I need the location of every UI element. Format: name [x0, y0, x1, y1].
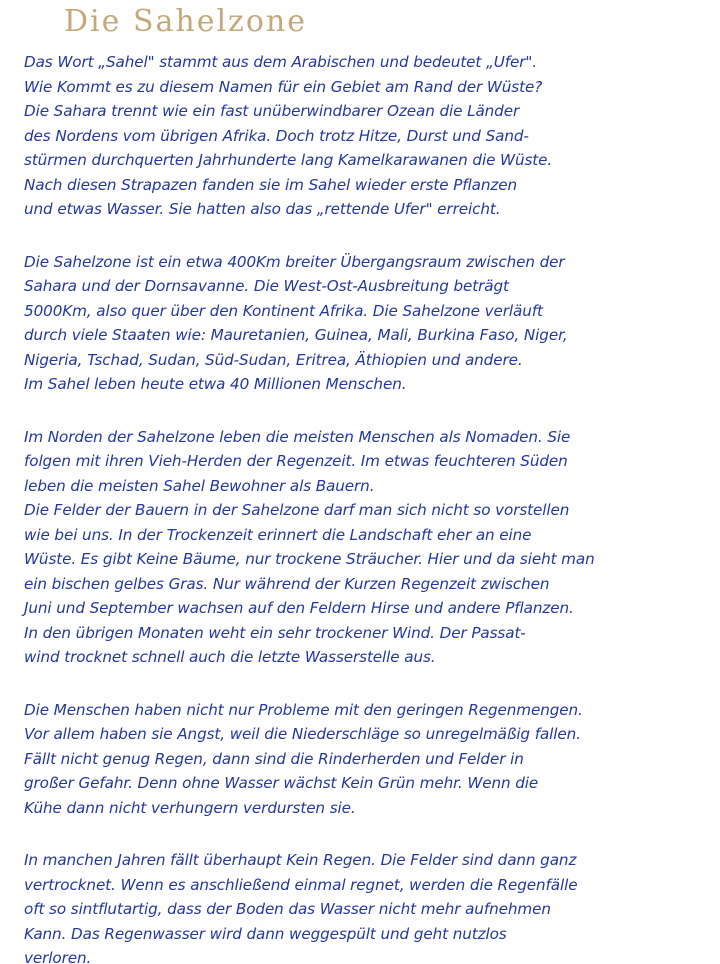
- text-line: leben die meisten Sahel Bewohner als Bauern.: [24, 476, 375, 495]
- text-line: Die Felder der Bauern in der Sahelzone darf man sich nicht so vorstellen: [24, 501, 570, 519]
- text-line: In den übrigen Monaten weht ein sehr trockener Wind. Der Passat-: [24, 623, 526, 642]
- text-line: des Nordens vom übrigen Afrika. Doch trotz Hitze, Durst und Sand-: [24, 126, 529, 145]
- text-line: Die Sahara trennt wie ein fast unüberwindbarer Ozean die Länder: [24, 102, 520, 120]
- text-line: großer Gefahr. Denn ohne Wasser wächst Kein Grün mehr. Wenn die: [24, 774, 539, 792]
- text-line: Fällt nicht genug Regen, dann sind die Rinderherden und Felder in: [24, 749, 524, 768]
- text-line: Vor allem haben sie Angst, weil die Niederschläge so unregelmäßig fallen.: [24, 725, 581, 743]
- text-line: wind trocknet schnell auch die letzte Wasserstelle aus.: [24, 648, 436, 666]
- text-line: Nach diesen Strapazen fanden sie im Sahel wieder erste Pflanzen: [24, 175, 518, 194]
- text-line: Das Wort „Sahel" stammt aus dem Arabischen und bedeutet „Ufer".: [24, 53, 538, 71]
- text-line: 5000Km, also quer über den Kontinent Afrika. Die Sahelzone verläuft: [24, 301, 543, 320]
- paragraph-4: [24, 498, 720, 670]
- text-line: Nigeria, Tschad, Sudan, Süd-Sudan, Eritrea, Äthiopien und andere.: [24, 350, 523, 369]
- text-line: Die Sahelzone ist ein etwa 400Km breiter Übergangsraum zwischen der: [24, 252, 565, 271]
- text-line: wie bei uns. In der Trockenzeit erinnert die Landschaft eher an eine: [24, 525, 532, 544]
- text-line: Kann. Das Regenwasser wird dann weggespült und geht nutzlos: [24, 924, 507, 943]
- text-line: Kühe dann nicht verhungern verdursten sie.: [24, 798, 356, 817]
- text-line: vertrocknet. Wenn es anschließend einmal regnet, werden die Regenfälle: [24, 875, 578, 894]
- text-line: Wie Kommt es zu diesem Namen für ein Gebiet am Rand der Wüste?: [24, 77, 543, 96]
- text-line: Juni und September wachsen auf den Feldern Hirse und andere Pflanzen.: [24, 599, 574, 617]
- paragraph-2: [24, 250, 720, 397]
- text-line: Im Sahel leben heute etwa 40 Millionen Menschen.: [24, 375, 407, 393]
- text-line: Die Menschen haben nicht nur Probleme mit den geringen Regenmengen.: [24, 700, 583, 719]
- text-line: Wüste. Es gibt Keine Bäume, nur trockene Sträucher. Hier und da sieht man: [24, 550, 595, 568]
- paragraph-1: [24, 50, 720, 222]
- paragraph-3: [24, 425, 720, 499]
- paragraph-6: [24, 848, 720, 964]
- paragraph-5: [24, 698, 720, 821]
- text-line: Im Norden der Sahelzone leben die meisten Menschen als Nomaden. Sie: [24, 427, 571, 446]
- text-line: und etwas Wasser. Sie hatten also das „rettende Ufer" erreicht.: [24, 200, 501, 218]
- text-line: In manchen Jahren fällt überhaupt Kein Regen. Die Felder sind dann ganz: [24, 851, 577, 869]
- text-line: verloren.: [24, 949, 92, 964]
- paragraph-spacer: [24, 397, 720, 425]
- text-line: ein bischen gelbes Gras. Nur während der Kurzen Regenzeit zwischen: [24, 574, 550, 593]
- paragraph-spacer: [24, 222, 720, 250]
- paragraph-spacer: [24, 820, 720, 848]
- text-line: durch viele Staaten wie: Mauretanien, Guinea, Mali, Burkina Faso, Niger,: [24, 326, 568, 344]
- text-line: Sahara und der Dornsavanne. Die West-Ost-Ausbreitung beträgt: [24, 277, 509, 295]
- text-line: oft so sintflutartig, dass der Boden das Wasser nicht mehr aufnehmen: [24, 900, 551, 918]
- paragraph-spacer: [24, 670, 720, 698]
- essay-body: [24, 50, 720, 964]
- text-line: stürmen durchquerten Jahrhunderte lang Kamelkarawanen die Wüste.: [24, 151, 553, 169]
- text-line: folgen mit ihren Vieh-Herden der Regenzeit. Im etwas feuchteren Süden: [24, 452, 568, 470]
- page-title: Die Sahelzone: [64, 4, 307, 39]
